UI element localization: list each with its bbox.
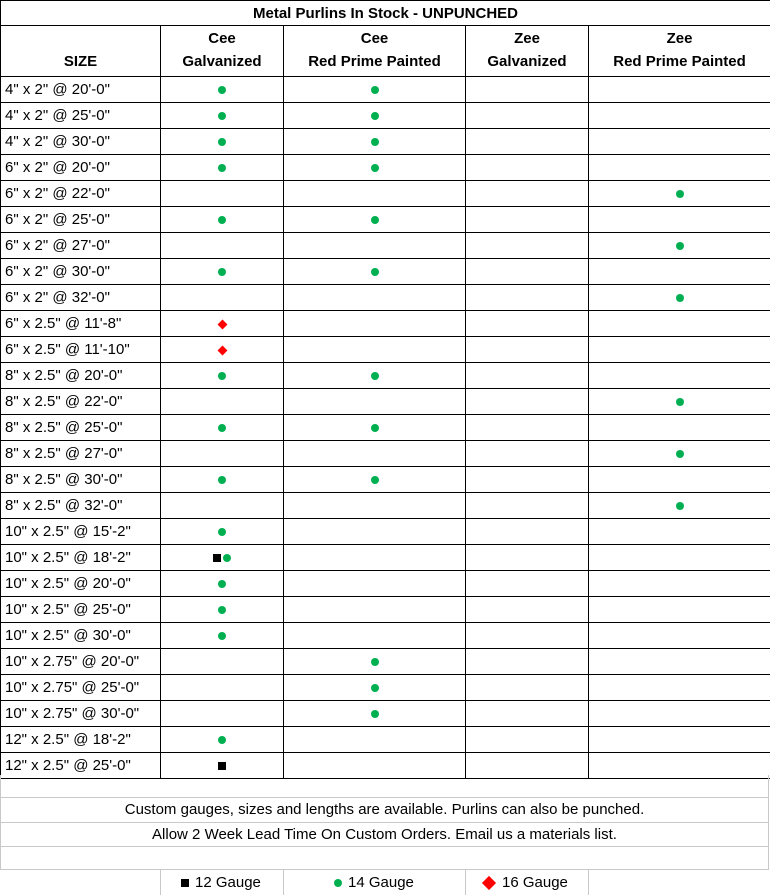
size-cell: 6" x 2.5" @ 11'-8" <box>1 311 161 337</box>
circle-icon <box>371 216 379 224</box>
circle-icon <box>218 164 226 172</box>
table-row <box>1 571 770 597</box>
sheet-title: Metal Purlins In Stock - UNPUNCHED <box>1 1 770 26</box>
cell-zee-red-prime <box>589 337 770 363</box>
circle-icon <box>218 580 226 588</box>
cell-zee-red-prime <box>589 545 770 571</box>
cell-zee-galvanized <box>466 233 589 259</box>
cell-cee-red-prime <box>284 493 466 519</box>
cell-cee-red-prime <box>284 207 466 233</box>
cell-zee-galvanized <box>466 701 589 727</box>
cell-cee-galvanized <box>161 519 284 545</box>
cell-zee-red-prime <box>589 415 770 441</box>
header-zee-red-prime <box>589 26 770 77</box>
cell-zee-galvanized <box>466 311 589 337</box>
header-zee-galvanized <box>466 26 589 77</box>
table-row <box>1 103 770 129</box>
table-row <box>1 649 770 675</box>
table-row <box>1 415 770 441</box>
cell-cee-red-prime <box>284 727 466 753</box>
cell-zee-galvanized <box>466 623 589 649</box>
table-row <box>1 129 770 155</box>
table-row <box>1 233 770 259</box>
cell-zee-red-prime <box>589 493 770 519</box>
circle-icon <box>218 424 226 432</box>
cell-cee-galvanized <box>161 311 284 337</box>
circle-icon <box>218 138 226 146</box>
legend-label: 12 Gauge <box>195 874 261 891</box>
cell-zee-galvanized <box>466 207 589 233</box>
cell-zee-galvanized <box>466 259 589 285</box>
legend-label: 16 Gauge <box>502 874 568 891</box>
cell-cee-red-prime <box>284 701 466 727</box>
cell-cee-galvanized <box>161 545 284 571</box>
cell-cee-galvanized <box>161 467 284 493</box>
cell-zee-galvanized <box>466 545 589 571</box>
circle-icon <box>371 138 379 146</box>
cell-cee-red-prime <box>284 389 466 415</box>
circle-icon <box>218 86 226 94</box>
size-cell: 10" x 2.5" @ 15'-2" <box>1 519 161 545</box>
cell-cee-galvanized <box>161 649 284 675</box>
table-row <box>1 389 770 415</box>
header-line2: Galvanized <box>487 52 567 70</box>
legend-divider <box>588 870 589 895</box>
header-size <box>1 26 161 77</box>
cell-cee-red-prime <box>284 415 466 441</box>
legend-divider <box>160 870 161 895</box>
cell-cee-red-prime <box>284 649 466 675</box>
table-row <box>1 155 770 181</box>
cell-cee-red-prime <box>284 337 466 363</box>
circle-icon <box>676 450 684 458</box>
table-row <box>1 597 770 623</box>
cell-cee-galvanized <box>161 233 284 259</box>
circle-icon <box>218 632 226 640</box>
cell-cee-galvanized <box>161 415 284 441</box>
cell-zee-galvanized <box>466 519 589 545</box>
cell-zee-red-prime <box>589 571 770 597</box>
circle-icon <box>334 879 342 887</box>
table-row <box>1 545 770 571</box>
square-icon <box>213 554 221 562</box>
header-line1: Zee <box>666 29 693 47</box>
table-row <box>1 363 770 389</box>
circle-icon <box>371 86 379 94</box>
circle-icon <box>218 606 226 614</box>
cell-cee-red-prime <box>284 285 466 311</box>
cell-zee-red-prime <box>589 233 770 259</box>
square-icon <box>181 879 189 887</box>
cell-cee-galvanized <box>161 363 284 389</box>
cell-cee-red-prime <box>284 129 466 155</box>
circle-icon <box>218 268 226 276</box>
table-row <box>1 675 770 701</box>
cell-zee-red-prime <box>589 675 770 701</box>
cell-cee-galvanized <box>161 597 284 623</box>
size-cell: 6" x 2" @ 25'-0" <box>1 207 161 233</box>
cell-zee-red-prime <box>589 103 770 129</box>
circle-icon <box>371 710 379 718</box>
cell-zee-galvanized <box>466 363 589 389</box>
diamond-icon <box>482 875 496 889</box>
header-cee-red-prime <box>284 26 466 77</box>
size-cell: 6" x 2" @ 22'-0" <box>1 181 161 207</box>
cell-cee-red-prime <box>284 155 466 181</box>
cell-cee-galvanized <box>161 155 284 181</box>
cell-cee-galvanized <box>161 441 284 467</box>
table-row <box>1 467 770 493</box>
size-cell: 8" x 2.5" @ 25'-0" <box>1 415 161 441</box>
table-row <box>1 337 770 363</box>
cell-zee-red-prime <box>589 389 770 415</box>
cell-zee-galvanized <box>466 441 589 467</box>
circle-icon <box>218 372 226 380</box>
table-row <box>1 311 770 337</box>
size-cell: 6" x 2" @ 20'-0" <box>1 155 161 181</box>
cell-zee-red-prime <box>589 623 770 649</box>
legend-12-gauge <box>181 870 261 895</box>
table-row <box>1 727 770 753</box>
table-row <box>1 441 770 467</box>
cell-cee-galvanized <box>161 727 284 753</box>
circle-icon <box>676 398 684 406</box>
header-size-label: SIZE <box>63 52 98 70</box>
circle-icon <box>676 294 684 302</box>
table-body <box>1 77 770 779</box>
cell-zee-galvanized <box>466 649 589 675</box>
cell-cee-red-prime <box>284 467 466 493</box>
cell-zee-galvanized <box>466 675 589 701</box>
cell-cee-galvanized <box>161 181 284 207</box>
size-cell: 6" x 2" @ 27'-0" <box>1 233 161 259</box>
cell-zee-galvanized <box>466 493 589 519</box>
cell-zee-red-prime <box>589 129 770 155</box>
circle-icon <box>371 164 379 172</box>
cell-zee-red-prime <box>589 363 770 389</box>
circle-icon <box>218 476 226 484</box>
note-custom-gauges: Custom gauges, sizes and lengths are available. Purlins can also be punched. <box>0 798 769 823</box>
circle-icon <box>371 424 379 432</box>
circle-icon <box>218 112 226 120</box>
cell-cee-red-prime <box>284 259 466 285</box>
cell-cee-galvanized <box>161 623 284 649</box>
cell-zee-red-prime <box>589 441 770 467</box>
size-cell: 12" x 2.5" @ 18'-2" <box>1 727 161 753</box>
circle-icon <box>371 658 379 666</box>
diamond-icon <box>217 319 227 329</box>
cell-zee-red-prime <box>589 285 770 311</box>
cell-cee-galvanized <box>161 571 284 597</box>
note-lead-time: Allow 2 Week Lead Time On Custom Orders. Email us a materials list. <box>0 823 769 847</box>
circle-icon <box>676 242 684 250</box>
size-cell: 4" x 2" @ 30'-0" <box>1 129 161 155</box>
cell-zee-red-prime <box>589 207 770 233</box>
cell-zee-red-prime <box>589 259 770 285</box>
cell-zee-galvanized <box>466 129 589 155</box>
cell-cee-red-prime <box>284 623 466 649</box>
table-row <box>1 493 770 519</box>
size-cell: 6" x 2" @ 30'-0" <box>1 259 161 285</box>
size-cell: 8" x 2.5" @ 27'-0" <box>1 441 161 467</box>
cell-zee-galvanized <box>466 571 589 597</box>
cell-zee-galvanized <box>466 103 589 129</box>
cell-zee-red-prime <box>589 155 770 181</box>
size-cell: 10" x 2.75" @ 25'-0" <box>1 675 161 701</box>
cell-zee-red-prime <box>589 181 770 207</box>
cell-zee-galvanized <box>466 727 589 753</box>
cell-cee-galvanized <box>161 337 284 363</box>
cell-zee-red-prime <box>589 727 770 753</box>
cell-cee-red-prime <box>284 311 466 337</box>
legend-label: 14 Gauge <box>348 874 414 891</box>
cell-zee-galvanized <box>466 77 589 103</box>
cell-zee-galvanized <box>466 181 589 207</box>
cell-cee-galvanized <box>161 129 284 155</box>
table-row <box>1 519 770 545</box>
cell-zee-red-prime <box>589 597 770 623</box>
cell-zee-red-prime <box>589 519 770 545</box>
cell-cee-red-prime <box>284 181 466 207</box>
table-row <box>1 285 770 311</box>
size-cell: 4" x 2" @ 20'-0" <box>1 77 161 103</box>
table-row <box>1 259 770 285</box>
circle-icon <box>218 216 226 224</box>
cell-cee-red-prime <box>284 571 466 597</box>
circle-icon <box>223 554 231 562</box>
table-row <box>1 77 770 103</box>
cell-zee-galvanized <box>466 389 589 415</box>
size-cell: 10" x 2.5" @ 20'-0" <box>1 571 161 597</box>
cell-cee-red-prime <box>284 441 466 467</box>
header-line1: Cee <box>208 29 236 47</box>
size-cell: 10" x 2.75" @ 30'-0" <box>1 701 161 727</box>
header-line2: Red Prime Painted <box>308 52 441 70</box>
header-line1: Cee <box>360 29 389 47</box>
circle-icon <box>371 268 379 276</box>
blank-row <box>0 775 769 798</box>
legend-14-gauge <box>334 870 414 895</box>
cell-cee-red-prime <box>284 519 466 545</box>
square-icon <box>218 762 226 770</box>
size-cell: 10" x 2.5" @ 18'-2" <box>1 545 161 571</box>
cell-cee-galvanized <box>161 675 284 701</box>
cell-cee-red-prime <box>284 77 466 103</box>
cell-zee-galvanized <box>466 415 589 441</box>
circle-icon <box>218 736 226 744</box>
size-cell: 8" x 2.5" @ 20'-0" <box>1 363 161 389</box>
table-row <box>1 701 770 727</box>
table-row <box>1 623 770 649</box>
legend-divider <box>465 870 466 895</box>
cell-cee-red-prime <box>284 233 466 259</box>
header-line1: Zee <box>514 29 540 47</box>
circle-icon <box>676 190 684 198</box>
header-line2: Red Prime Painted <box>613 52 746 70</box>
header-line2: Galvanized <box>182 52 262 70</box>
table-row <box>1 181 770 207</box>
cell-cee-galvanized <box>161 285 284 311</box>
circle-icon <box>371 372 379 380</box>
size-cell: 10" x 2.5" @ 25'-0" <box>1 597 161 623</box>
size-cell: 12" x 2.5" @ 25'-0" <box>1 753 161 779</box>
circle-icon <box>371 684 379 692</box>
legend-16-gauge <box>484 870 568 895</box>
circle-icon <box>218 528 226 536</box>
size-cell: 8" x 2.5" @ 32'-0" <box>1 493 161 519</box>
cell-zee-galvanized <box>466 285 589 311</box>
table-row <box>1 207 770 233</box>
cell-zee-galvanized <box>466 467 589 493</box>
circle-icon <box>371 476 379 484</box>
cell-cee-red-prime <box>284 675 466 701</box>
size-cell: 6" x 2.5" @ 11'-10" <box>1 337 161 363</box>
cell-cee-galvanized <box>161 103 284 129</box>
circle-icon <box>676 502 684 510</box>
cell-cee-galvanized <box>161 493 284 519</box>
cell-cee-galvanized <box>161 259 284 285</box>
cell-zee-red-prime <box>589 467 770 493</box>
cell-cee-galvanized <box>161 701 284 727</box>
size-cell: 8" x 2.5" @ 22'-0" <box>1 389 161 415</box>
diamond-icon <box>217 345 227 355</box>
cell-zee-red-prime <box>589 311 770 337</box>
size-cell: 6" x 2" @ 32'-0" <box>1 285 161 311</box>
cell-zee-red-prime <box>589 701 770 727</box>
blank-row <box>0 847 769 870</box>
cell-cee-galvanized <box>161 389 284 415</box>
cell-cee-red-prime <box>284 545 466 571</box>
cell-cee-red-prime <box>284 363 466 389</box>
size-cell: 10" x 2.5" @ 30'-0" <box>1 623 161 649</box>
size-cell: 10" x 2.75" @ 20'-0" <box>1 649 161 675</box>
header-cee-galvanized <box>161 26 284 77</box>
cell-cee-red-prime <box>284 103 466 129</box>
cell-cee-galvanized <box>161 77 284 103</box>
cell-zee-galvanized <box>466 337 589 363</box>
cell-cee-galvanized <box>161 207 284 233</box>
cell-zee-galvanized <box>466 155 589 181</box>
size-cell: 4" x 2" @ 25'-0" <box>1 103 161 129</box>
cell-zee-red-prime <box>589 649 770 675</box>
size-cell: 8" x 2.5" @ 30'-0" <box>1 467 161 493</box>
circle-icon <box>371 112 379 120</box>
cell-cee-red-prime <box>284 597 466 623</box>
legend-divider <box>283 870 284 895</box>
cell-zee-galvanized <box>466 597 589 623</box>
cell-zee-red-prime <box>589 77 770 103</box>
gauge-marks <box>213 554 231 562</box>
gauge-legend <box>0 870 770 895</box>
